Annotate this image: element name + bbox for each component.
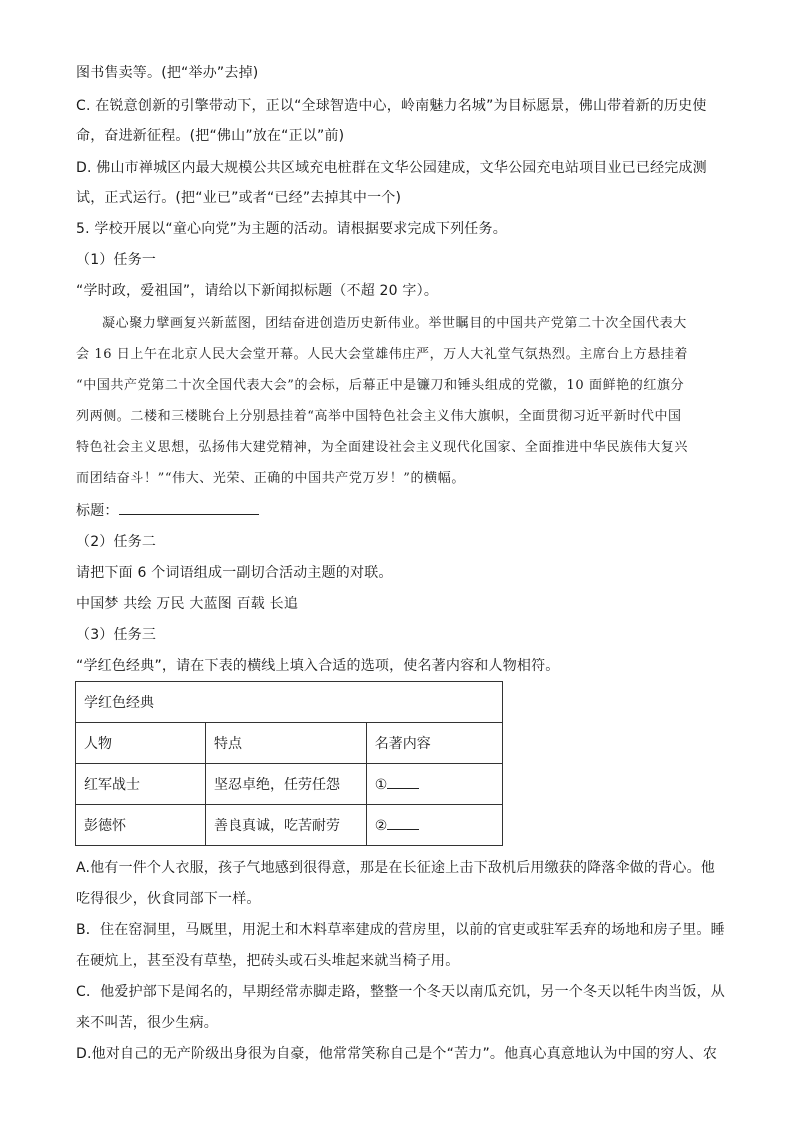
news-passage-line: 而团结奋斗！”“伟大、光荣、正确的中国共产党万岁！”的横幅。 xyxy=(76,471,465,486)
task-2-prompt: 请把下面 6 个词语组成一副切合活动主题的对联。 xyxy=(76,565,393,581)
answer-blank-2[interactable] xyxy=(387,817,419,830)
task-3-prompt: “学红色经典”，请在下表的横线上填入合适的选项，使名著内容和人物相符。 xyxy=(76,658,560,674)
table-caption-row xyxy=(76,682,503,723)
news-passage-line: “中国共产党第二十次全国代表大会”的会标，后幕正中是镰刀和锤头组成的党徽，10 面鲜艳的红旗分 xyxy=(76,378,685,393)
table-row xyxy=(76,805,503,846)
text-line: 图书售卖等。(把“举办”去掉) xyxy=(76,65,259,81)
option-d-sentence: D. 佛山市禅城区内最大规模公共区域充电桩群在文华公园建成，文华公园充电站项目业已已经完成测 xyxy=(76,160,707,176)
task-2-words: 中国梦 共绘 万民 大蓝图 百载 长追 xyxy=(76,596,299,612)
news-passage-line: 特色社会主义思想，弘扬伟大建党精神，为全面建设社会主义现代化国家、全面推进中华民族伟大复兴 xyxy=(76,440,689,455)
table-cell-answer: ① xyxy=(366,764,502,805)
table-header: 名著内容 xyxy=(366,723,502,764)
title-answer-row xyxy=(76,500,259,521)
option-d: D.他对自己的无产阶级出身很为自豪，他常常笑称自己是个“苦力”。他真心真意地认为中国的穷人、农 xyxy=(76,1046,718,1062)
option-c: C．他爱护部下是闻名的，早期经常赤脚走路，整整一个冬天以南瓜充饥，另一个冬天以牦牛肉当饭，从 xyxy=(76,984,725,1000)
option-c-sentence: C. 在锐意创新的引擎带动下，正以“全球智造中心，岭南魅力名城”为目标愿景，佛山带着新的历史使 xyxy=(76,98,707,114)
task-1-label: （1）任务一 xyxy=(76,252,157,268)
question-5-heading: 5. 学校开展以“童心向党”为主题的活动。请根据要求完成下列任务。 xyxy=(76,221,507,237)
table-cell: 红军战士 xyxy=(76,764,206,805)
title-answer-blank[interactable] xyxy=(119,500,259,515)
news-passage-line: 列两侧。二楼和三楼眺台上分别悬挂着“高举中国特色社会主义伟大旗帜，全面贯彻习近平新时代中国 xyxy=(76,409,682,424)
title-label: 标题： xyxy=(76,503,119,519)
table-cell: 善良真诚，吃苦耐劳 xyxy=(206,805,367,846)
text-line: 命，奋进新征程。(把“佛山”放在“正以”前) xyxy=(76,128,345,144)
task-3-label: （3）任务三 xyxy=(76,627,157,643)
table-caption: 学红色经典 xyxy=(76,682,503,723)
task-1-prompt: “学时政，爱祖国”，请给以下新闻拟标题（不超 20 字）。 xyxy=(76,283,439,299)
table-header: 特点 xyxy=(206,723,367,764)
news-passage-line: 凝心聚力擘画复兴新蓝图，团结奋进创造历史新伟业。举世瞩目的中国共产党第二十次全国代表大 xyxy=(102,316,687,331)
table-cell-answer: ② xyxy=(366,805,502,846)
option-b: B．住在窑洞里，马厩里，用泥土和木料草率建成的营房里，以前的官吏或驻军丢弃的场地和房子里。睡 xyxy=(76,922,725,938)
table-header-row xyxy=(76,723,503,764)
option-a-cont: 吃得很少，伙食同部下一样。 xyxy=(76,891,261,907)
option-c-cont: 来不叫苦，很少生病。 xyxy=(76,1015,218,1031)
table-cell: 坚忍卓绝，任劳任怨 xyxy=(206,764,367,805)
option-b-cont: 在硬炕上，甚至没有草垫，把砖头或石头堆起来就当椅子用。 xyxy=(76,953,460,969)
red-classics-table xyxy=(75,681,503,846)
table-cell: 彭德怀 xyxy=(76,805,206,846)
news-passage-line: 会 16 日上午在北京人民大会堂开幕。人民大会堂雄伟庄严，万人大礼堂气氛热烈。主席台上方悬挂着 xyxy=(76,347,689,362)
table-header: 人物 xyxy=(76,723,206,764)
answer-blank-1[interactable] xyxy=(387,776,419,789)
text-line: 试，正式运行。(把“业已”或者“已经”去掉其中一个) xyxy=(76,190,402,206)
table-row xyxy=(76,764,503,805)
task-2-label: （2）任务二 xyxy=(76,534,157,550)
option-a: A.他有一件个人衣服，孩子气地感到很得意，那是在长征途上击下敌机后用缴获的降落伞做的背心。他 xyxy=(76,860,715,876)
